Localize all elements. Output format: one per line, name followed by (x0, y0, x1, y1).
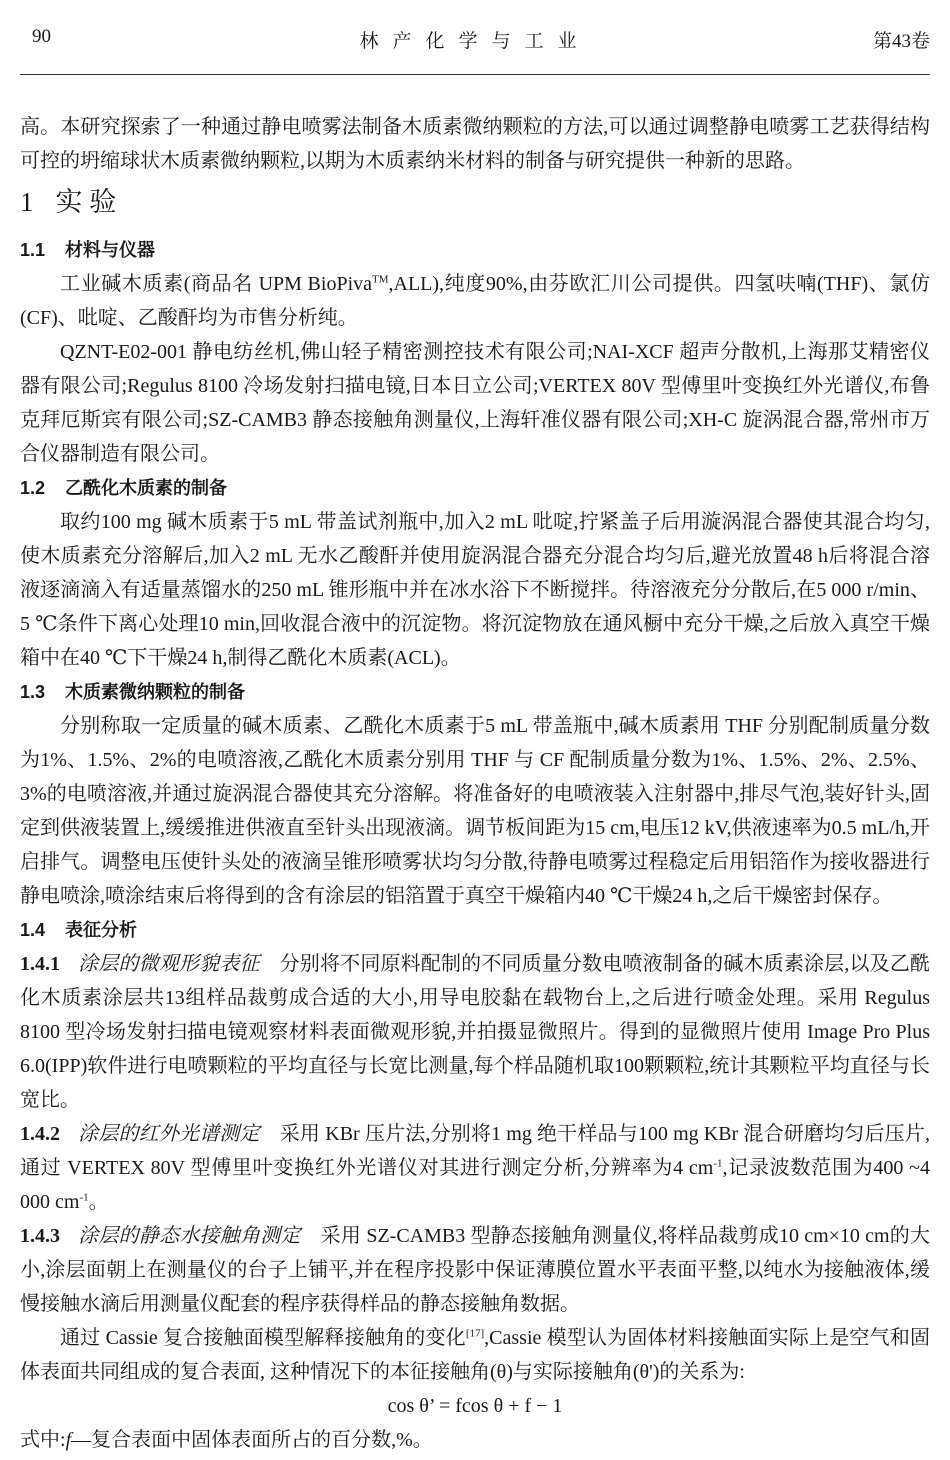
header-rule (20, 74, 930, 75)
text: ,Cassie 模型认为固体材料接触面实际上是空气和固体表面共同组成的复合表面, 这种情况下的本征接触角(θ)与实际接触角(θ')的关系为: (20, 1327, 931, 1383)
text: 通过 Cassie 复合接触面模型解释接触角的变化 (60, 1327, 466, 1349)
subsection-number: 1.1 (20, 240, 46, 260)
subsection-title: 表征分析 (65, 920, 138, 940)
page-number: 90 (32, 26, 51, 47)
subsection-heading-1-4 (20, 913, 930, 947)
subsection-number: 1.4 (20, 920, 46, 940)
paragraph: 分别称取一定质量的碱木质素、乙酰化木质素于5 mL 带盖瓶中,碱木质素用 THF 分别配制质量分数为1%、1.5%、2%的电喷溶液,乙酰化木质素分别用 THF 与 CF 配制质量分数为1%、1.5%、2%、2.5%、3%的电喷溶液,并通过旋涡混合器使其充分溶解。将准备好的电喷液装入注射器中,排尽气泡,装好针头,固定到供液装置上,缓缓推进供液直至针头出现液滴。调节板间距为15 cm,电压12 kV,供液速率为0.5 mL/h,开启排气。调整电压使针头处的液滴呈锥形喷雾状均匀分散,待静电喷雾过程稳定后用铝箔作为接收器进行静电喷涂,喷涂结束后将得到的含有涂层的铝箔置于真空干燥箱内40 ℃干燥24 h,之后干燥密封保存。 (20, 715, 930, 907)
cassie-equation: cos θ’ = fcos θ + f − 1 (387, 1395, 563, 1417)
variable-f: f (65, 1429, 72, 1451)
section-number: 1 (20, 187, 34, 217)
subsubsection-title: 涂层的微观形貌表征 (78, 953, 260, 975)
paragraph: QZNT-E02-001 静电纺丝机,佛山轻子精密测控技术有限公司;NAI-XCF 超声分散机,上海那艾精密仪器有限公司;Regulus 8100 冷场发射扫描电镜,日本日立公司;VERTEX 80V 型傅里叶变换红外光谱仪,布鲁克拜厄斯宾有限公司;SZ-CAMB3 静态接触角测量仪,上海轩准仪器有限公司;XH-C 旋涡混合器,常州市万合仪器制造有限公司。 (20, 341, 930, 465)
exponent: -1 (713, 1157, 723, 1170)
subsubsection-number: 1.4.1 (20, 953, 60, 975)
paragraph (20, 267, 930, 335)
text: ,ALL),纯度90%,由芬欧汇川公司提供。四氢呋喃(THF)、氯仿(CF)、吡啶、乙酸酐均为市售分析纯。 (20, 273, 930, 329)
paragraph-cassie (20, 1321, 930, 1389)
subsubsection-title: 涂层的静态水接触角测定 (78, 1225, 301, 1247)
subsection-heading-1-3 (20, 675, 930, 709)
text: ,记录波数范围为400 ~4 000 cm (20, 1157, 930, 1213)
subsection-number: 1.2 (20, 478, 46, 498)
paragraph: 取约100 mg 碱木质素于5 mL 带盖试剂瓶中,加入2 mL 吡啶,拧紧盖子后用漩涡混合器使其混合均匀,使木质素充分溶解后,加入2 mL 无水乙酸酐并使用旋涡混合器充分混合均匀后,避光放置48 h后将混合溶液逐滴滴入有适量蒸馏水的250 mL 锥形瓶中并在冰水浴下不断搅拌。待溶液充分分散后,在5 000 r/min、5 ℃条件下离心处理10 min,回收混合液中的沉淀物。将沉淀物放在通风橱中充分干燥,之后放入真空干燥箱中在40 ℃下干燥24 h,制得乙酰化木质素(ACL)。 (20, 511, 930, 669)
subsection-heading-1-1 (20, 233, 930, 267)
volume-label: 第43卷 (872, 31, 930, 52)
intro-paragraph: 高。本研究探索了一种通过静电喷雾法制备木质素微纳颗粒的方法,可以通过调整静电喷雾工艺获得结构可控的坍缩球状木质素微纳颗粒,以期为木质素纳米材料的制备与研究提供一种新的思路。 (20, 116, 930, 172)
exponent: -1 (79, 1191, 89, 1204)
text: 。 (88, 1191, 109, 1213)
text: 式中: (20, 1429, 66, 1451)
section-heading-1 (20, 185, 930, 219)
subsection-heading-1-2 (20, 471, 930, 505)
text: 采用 SZ-CAMB3 型静态接触角测量仪,将样品裁剪成10 cm×10 cm的大小,涂层面朝上在测量仪的台子上铺平,并在程序投影中保证薄膜位置水平表面平整,以纯水为接触液体,缓慢接触水滴后用测量仪配套的程序获得样品的静态接触角数据。 (20, 1225, 931, 1315)
paragraph-1-4-3 (20, 1219, 930, 1321)
paragraph-1-4-2 (20, 1117, 930, 1219)
subsubsection-title: 涂层的红外光谱测定 (78, 1123, 260, 1145)
text: 工业碱木质素(商品名 UPM BioPiva (60, 273, 372, 295)
equation-definition (20, 1423, 930, 1457)
journal-title: 林产化学与工业 (359, 31, 591, 52)
subsection-title: 木质素微纳颗粒的制备 (65, 682, 246, 702)
subsubsection-number: 1.4.3 (20, 1225, 60, 1247)
text: —复合表面中固体表面所占的百分数,%。 (71, 1429, 433, 1451)
section-title: 实 验 (55, 187, 117, 217)
text: 采用 KBr 压片法,分别将1 mg 绝干样品与100 mg KBr 混合研磨均匀后压片,通过 VERTEX 80V 型傅里叶变换红外光谱仪对其进行测定分析,分辨率为4 cm (20, 1123, 930, 1179)
citation-ref[interactable]: [17] (465, 1327, 485, 1340)
subsection-title: 乙酰化木质素的制备 (65, 478, 228, 498)
running-header (20, 22, 930, 52)
article-body (20, 110, 930, 1457)
subsection-title: 材料与仪器 (65, 240, 156, 260)
subsection-number: 1.3 (20, 682, 46, 702)
trademark-sup: TM (372, 273, 389, 286)
text: 分别将不同原料配制的不同质量分数电喷液制备的碱木质素涂层,以及乙酰化木质素涂层共13组样品裁剪成合适的大小,用导电胶黏在载物台上,之后进行喷金处理。采用 Regulus 8100 型冷场发射扫描电镜观察材料表面微观形貌,并拍摄显微照片。得到的显微照片使用 Image Pro Plus 6.0(IPP)软件进行电喷颗粒的平均直径与长宽比测量,每个样品随机取100颗颗粒,统计其颗粒平均直径与长宽比。 (20, 953, 931, 1111)
paragraph-1-4-1 (20, 947, 930, 1117)
subsubsection-number: 1.4.2 (20, 1123, 60, 1145)
